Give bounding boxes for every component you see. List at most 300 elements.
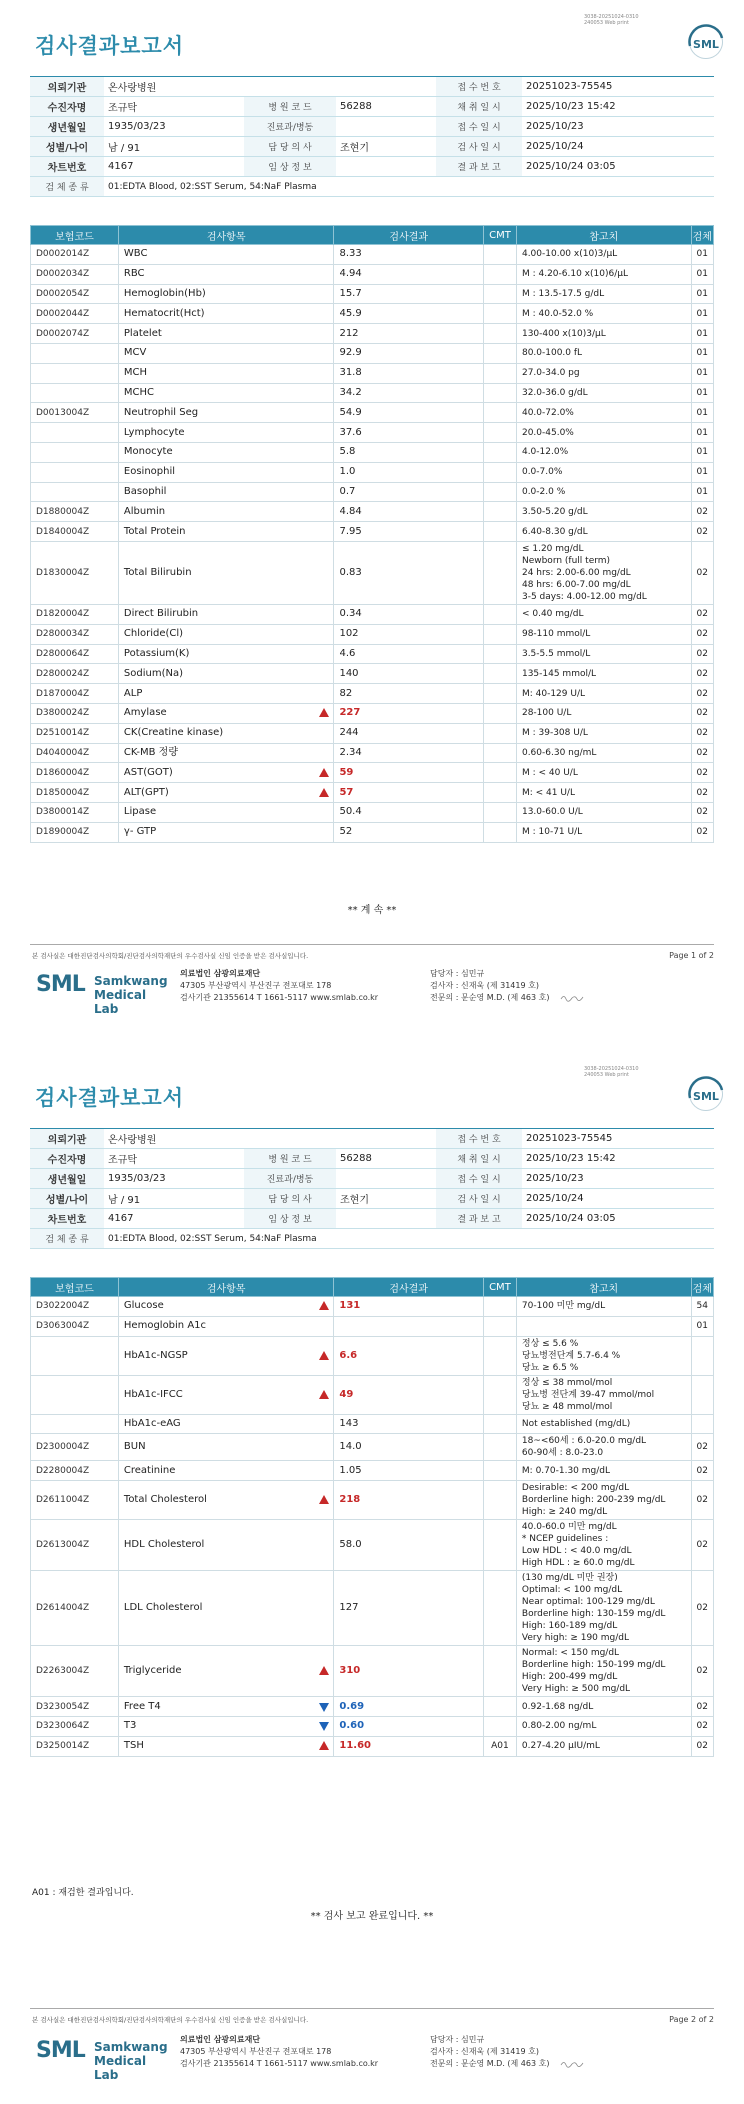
test-specimen: 02 xyxy=(691,1461,714,1481)
reference-line: 32.0-36.0 g/dL xyxy=(521,387,588,398)
result-value: 0.34 xyxy=(339,608,362,620)
test-reference xyxy=(516,664,691,684)
table-row xyxy=(31,343,714,363)
test-reference xyxy=(516,1461,691,1481)
test-name-text: HbA1c-NGSP xyxy=(123,1349,188,1361)
sex-age-value: 남 / 91 xyxy=(104,1189,244,1209)
test-name xyxy=(118,304,334,324)
exam-date-value: 2025/10/24 xyxy=(522,1189,714,1209)
test-result xyxy=(334,703,484,723)
reference-line: High HDL : ≥ 60.0 mg/dL xyxy=(521,1558,635,1569)
result-value: 218 xyxy=(339,1494,361,1506)
result-value: 0.60 xyxy=(339,1720,365,1732)
test-specimen xyxy=(691,1375,714,1414)
test-reference xyxy=(516,703,691,723)
low-flag-icon xyxy=(319,1722,329,1731)
reference-line: 0.60-6.30 ng/mL xyxy=(521,747,597,758)
test-code: D3230064Z xyxy=(31,1716,119,1736)
table-row xyxy=(31,245,714,265)
result-value: 31.8 xyxy=(339,367,362,379)
reference-line: 0.0-7.0% xyxy=(521,467,563,478)
test-reference xyxy=(516,383,691,403)
lab-address-block: 의료법인 삼광의료재단 47305 부산광역시 부산진구 전포대로 178 검사기관 21355614 T 1661-5117 www.smlab.co.kr xyxy=(180,969,379,1002)
report-complete-note: ** 검사 보고 완료입니다. ** xyxy=(310,1911,434,1922)
institution-label: 의뢰기관 xyxy=(30,77,104,97)
reference-line: 정상 ≤ 38 mmol/mol xyxy=(521,1377,613,1388)
result-value: 45.9 xyxy=(339,307,362,319)
test-result xyxy=(334,1434,484,1461)
continue-note: ** 계 속 ** xyxy=(347,905,397,916)
test-name xyxy=(118,703,334,723)
reference-line: 70-100 미만 mg/dL xyxy=(521,1301,606,1312)
doctor-value: 조현기 xyxy=(336,1189,436,1209)
test-specimen: 01 xyxy=(691,403,713,423)
result-value: 212 xyxy=(339,327,359,339)
test-name xyxy=(118,1414,333,1434)
report-date-label: 결 과 보 고 xyxy=(436,157,522,177)
test-code: D1820004Z xyxy=(31,604,119,624)
reference-line: M: < 41 U/L xyxy=(521,787,575,798)
report-date-label: 결 과 보 고 xyxy=(436,1209,522,1229)
test-result xyxy=(334,1461,484,1481)
test-reference xyxy=(516,1571,691,1646)
test-result xyxy=(334,1571,484,1646)
test-reference xyxy=(516,1297,691,1317)
table-row xyxy=(31,604,714,624)
reference-line: High: 160-189 mg/dL xyxy=(521,1621,618,1632)
result-value: 6.6 xyxy=(339,1349,358,1361)
reference-line: 40.0-72.0% xyxy=(521,407,574,418)
footer-logo: SML Samkwang Medical Lab xyxy=(36,2038,168,2082)
test-name xyxy=(118,783,334,803)
test-reference xyxy=(516,763,691,783)
test-code: D1830004Z xyxy=(31,541,119,604)
table-row xyxy=(31,624,714,644)
test-reference xyxy=(516,802,691,822)
test-name-text: Lymphocyte xyxy=(123,426,185,438)
dept-value xyxy=(336,117,436,137)
table-row xyxy=(31,502,714,522)
test-name-text: AST(GOT) xyxy=(123,766,173,778)
test-specimen: 02 xyxy=(691,822,713,842)
test-reference xyxy=(516,423,691,443)
table-row xyxy=(31,383,714,403)
receipt-date-value: 2025/10/23 xyxy=(522,1169,714,1189)
test-code: D2300004Z xyxy=(31,1434,119,1461)
test-code: D1870004Z xyxy=(31,684,119,704)
test-result xyxy=(334,324,484,344)
svg-text:SML: SML xyxy=(693,38,719,51)
test-reference xyxy=(516,1736,691,1756)
signature-icon xyxy=(560,2059,584,2068)
reference-line: 4.0-12.0% xyxy=(521,447,569,458)
test-reference xyxy=(516,1336,691,1375)
table-row xyxy=(31,743,714,763)
test-specimen: 01 xyxy=(691,383,713,403)
header-name: 검사항목 xyxy=(118,226,334,245)
table-row xyxy=(31,324,714,344)
result-value: 92.9 xyxy=(339,347,362,359)
page-title: 검사결과보고서 xyxy=(35,34,185,58)
test-cmt xyxy=(484,743,517,763)
hospital-code-value: 56288 xyxy=(336,97,436,117)
table-row xyxy=(31,1646,714,1697)
table-row xyxy=(31,1571,714,1646)
test-cmt xyxy=(483,1571,516,1646)
table-row xyxy=(31,1316,714,1336)
test-reference xyxy=(516,245,691,265)
test-cmt xyxy=(483,1336,516,1375)
report-date-value: 2025/10/24 03:05 xyxy=(522,157,714,177)
exam-date-value: 2025/10/24 xyxy=(522,137,714,157)
table-row xyxy=(31,1716,714,1736)
test-reference xyxy=(516,1375,691,1414)
test-name-text: MCHC xyxy=(123,386,155,398)
test-name-text: Hemoglobin(Hb) xyxy=(123,287,206,299)
reference-line: 13.0-60.0 U/L xyxy=(521,807,583,818)
result-value: 131 xyxy=(339,1300,361,1312)
result-value: 58.0 xyxy=(339,1539,362,1551)
reference-line: Very High: ≥ 500 mg/dL xyxy=(521,1684,631,1695)
test-name-text: Direct Bilirubin xyxy=(123,608,199,620)
reference-line: M : 40.0-52.0 % xyxy=(521,308,594,319)
test-code xyxy=(31,482,119,502)
test-cmt xyxy=(483,1316,516,1336)
comment-a01: A01 : 재검한 결과입니다. xyxy=(32,1888,134,1898)
reference-line: 80.0-100.0 fL xyxy=(521,348,583,359)
test-cmt xyxy=(483,1461,516,1481)
signature-block: 담당자 : 심민규 검사자 : 신재욱 (제 31419 호) 전문의 : 문순영 M.D. (제 463 호) xyxy=(430,2034,584,2070)
reference-line: High: ≥ 240 mg/dL xyxy=(521,1507,608,1518)
test-cmt xyxy=(484,304,517,324)
table-row xyxy=(31,1697,714,1717)
test-name xyxy=(118,423,334,443)
test-reference xyxy=(516,1316,691,1336)
test-cmt xyxy=(484,502,517,522)
test-reference xyxy=(516,783,691,803)
test-name xyxy=(118,245,334,265)
test-name-text: Albumin xyxy=(123,505,166,517)
test-specimen: 01 xyxy=(691,245,713,265)
test-cmt xyxy=(484,284,517,304)
test-cmt xyxy=(484,624,517,644)
specimen-value: 01:EDTA Blood, 02:SST Serum, 54:NaF Plasma xyxy=(104,177,714,197)
institution-value: 온사랑병원 xyxy=(104,77,436,97)
signature-icon xyxy=(560,993,584,1002)
test-name-text: Hematocrit(Hct) xyxy=(123,307,205,319)
test-result xyxy=(334,343,484,363)
test-code: D1880004Z xyxy=(31,502,119,522)
low-flag-icon xyxy=(319,1703,329,1712)
test-name xyxy=(118,363,334,383)
test-name-text: Triglyceride xyxy=(123,1665,182,1677)
result-value: 4.6 xyxy=(339,647,356,659)
test-result xyxy=(334,1716,484,1736)
test-cmt xyxy=(484,343,517,363)
result-value: 1.05 xyxy=(339,1464,362,1476)
test-cmt xyxy=(484,763,517,783)
test-specimen: 02 xyxy=(691,1481,714,1520)
test-name xyxy=(118,723,334,743)
test-name-text: Total Cholesterol xyxy=(123,1494,207,1506)
reference-line: Borderline high: 200-239 mg/dL xyxy=(521,1495,666,1506)
test-cmt xyxy=(484,664,517,684)
test-reference xyxy=(516,324,691,344)
test-code xyxy=(31,383,119,403)
reference-line: 130-400 x(10)3/μL xyxy=(521,328,606,339)
chart-value: 4167 xyxy=(104,157,244,177)
test-specimen: 01 xyxy=(691,462,713,482)
name-label: 수진자명 xyxy=(30,1149,104,1169)
print-stamp: 3038-20251024-0310 240053 Web print xyxy=(584,1066,639,1078)
test-name-text: BUN xyxy=(123,1441,146,1453)
test-name-text: ALP xyxy=(123,687,143,699)
table-row xyxy=(31,304,714,324)
reference-line: Not established (mg/dL) xyxy=(521,1418,631,1429)
reference-line: 당뇨병전단계 5.7-6.4 % xyxy=(521,1350,621,1361)
certification-note: 본 검사실은 대한진단검사의학회/진단검사의학재단의 우수검사실 신임 인증을 받은 검사실입니다. xyxy=(32,2016,309,2024)
test-cmt xyxy=(484,383,517,403)
test-name xyxy=(118,343,334,363)
result-value: 4.94 xyxy=(339,268,362,280)
test-code: D0002044Z xyxy=(31,304,119,324)
test-name-text: RBC xyxy=(123,268,145,280)
test-specimen: 02 xyxy=(691,604,713,624)
reference-line: 98-110 mmol/L xyxy=(521,629,591,640)
report-page-2 xyxy=(0,1052,744,2104)
test-specimen: 02 xyxy=(691,1736,714,1756)
reference-line: 당뇨 ≥ 48 mmol/mol xyxy=(521,1401,613,1412)
test-code: D1840004Z xyxy=(31,522,119,542)
test-name xyxy=(118,1571,333,1646)
print-stamp: 3038-20251024-0310 240053 Web print xyxy=(584,14,639,26)
test-name xyxy=(118,684,334,704)
receipt-no-label: 접 수 번 호 xyxy=(436,77,522,97)
test-cmt xyxy=(484,723,517,743)
table-row xyxy=(31,1736,714,1756)
test-name-text: Total Protein xyxy=(123,525,186,537)
test-cmt xyxy=(483,1481,516,1520)
test-cmt xyxy=(484,541,517,604)
test-name-text: γ- GTP xyxy=(123,826,157,838)
specimen-label: 검 체 종 류 xyxy=(30,177,104,197)
test-specimen: 54 xyxy=(691,1297,714,1317)
test-cmt xyxy=(484,703,517,723)
test-cmt xyxy=(484,245,517,265)
test-name xyxy=(118,541,334,604)
header-name: 검사항목 xyxy=(118,1278,333,1297)
receipt-date-label: 접 수 일 시 xyxy=(436,1169,522,1189)
test-cmt xyxy=(484,783,517,803)
test-specimen: 02 xyxy=(691,723,713,743)
table-row xyxy=(31,664,714,684)
table-row xyxy=(31,1297,714,1317)
reference-line: Very high: ≥ 190 mg/dL xyxy=(521,1633,629,1644)
table-row xyxy=(31,482,714,502)
test-specimen: 02 xyxy=(691,1697,714,1717)
test-name xyxy=(118,383,334,403)
result-value: 15.7 xyxy=(339,287,362,299)
page-title: 검사결과보고서 xyxy=(35,1086,185,1110)
test-result xyxy=(334,403,484,423)
test-code: D0002014Z xyxy=(31,245,119,265)
test-name xyxy=(118,264,334,284)
result-value: 102 xyxy=(339,628,359,640)
test-result xyxy=(334,822,484,842)
test-name-text: Total Bilirubin xyxy=(123,566,192,578)
hospital-code-value: 56288 xyxy=(336,1149,436,1169)
test-name xyxy=(118,644,334,664)
test-name-text: Potassium(K) xyxy=(123,647,190,659)
test-code: D2614004Z xyxy=(31,1571,119,1646)
table-row xyxy=(31,644,714,664)
reference-line: Borderline high: 130-159 mg/dL xyxy=(521,1609,666,1620)
test-result xyxy=(334,684,484,704)
table-row xyxy=(31,462,714,482)
high-flag-icon xyxy=(319,1741,329,1750)
test-name xyxy=(118,1434,333,1461)
test-name-text: CK(Creatine kinase) xyxy=(123,727,224,739)
table-row xyxy=(31,1414,714,1434)
test-specimen: 01 xyxy=(691,1316,714,1336)
test-reference xyxy=(516,442,691,462)
test-code: D3800014Z xyxy=(31,802,119,822)
test-reference xyxy=(516,1646,691,1697)
certification-note: 본 검사실은 대한진단검사의학회/진단검사의학재단의 우수검사실 신임 인증을 받은 검사실입니다. xyxy=(32,952,309,960)
test-code: D3063004Z xyxy=(31,1316,119,1336)
test-cmt xyxy=(483,1716,516,1736)
header-ref: 참고치 xyxy=(516,226,691,245)
table-row xyxy=(31,442,714,462)
test-cmt xyxy=(484,462,517,482)
reference-line: 3-5 days: 4.00-12.00 mg/dL xyxy=(521,591,647,602)
test-specimen: 02 xyxy=(691,703,713,723)
reference-line: 0.0-2.0 % xyxy=(521,486,566,497)
test-specimen: 01 xyxy=(691,264,713,284)
result-value: 52 xyxy=(339,826,353,838)
test-result xyxy=(334,442,484,462)
report-date-value: 2025/10/24 03:05 xyxy=(522,1209,714,1229)
test-name-text: T3 xyxy=(123,1720,137,1732)
reference-line: (130 mg/dL 미만 권장) xyxy=(521,1573,618,1584)
collect-date-label: 채 취 일 시 xyxy=(436,1149,522,1169)
table-row xyxy=(31,522,714,542)
test-name-text: WBC xyxy=(123,248,148,260)
lab-address-block: 의료법인 삼광의료재단 47305 부산광역시 부산진구 전포대로 178 검사기관 21355614 T 1661-5117 www.smlab.co.kr xyxy=(180,2035,379,2068)
test-result xyxy=(334,743,484,763)
test-name xyxy=(118,743,334,763)
test-result xyxy=(334,482,484,502)
test-specimen: 02 xyxy=(691,802,713,822)
test-cmt xyxy=(483,1697,516,1717)
test-specimen: 02 xyxy=(691,1571,714,1646)
specimen-value: 01:EDTA Blood, 02:SST Serum, 54:NaF Plasma xyxy=(104,1229,714,1249)
receipt-no-value: 20251023-75545 xyxy=(522,77,714,97)
test-code: D3250014Z xyxy=(31,1736,119,1756)
test-cmt xyxy=(483,1414,516,1434)
test-name xyxy=(118,802,334,822)
sex-age-label: 성별/나이 xyxy=(30,1189,104,1209)
test-result xyxy=(334,1520,484,1571)
test-reference xyxy=(516,522,691,542)
table-row xyxy=(31,783,714,803)
reference-line: Borderline high: 150-199 mg/dL xyxy=(521,1660,666,1671)
result-value: 49 xyxy=(339,1388,354,1400)
table-row xyxy=(31,703,714,723)
test-reference xyxy=(516,624,691,644)
sml-logo-icon xyxy=(686,24,726,60)
specimen-label: 검 체 종 류 xyxy=(30,1229,104,1249)
chart-label: 차트번호 xyxy=(30,157,104,177)
test-reference xyxy=(516,1434,691,1461)
high-flag-icon xyxy=(319,1495,329,1504)
collect-date-label: 채 취 일 시 xyxy=(436,97,522,117)
test-cmt xyxy=(484,264,517,284)
test-specimen: 02 xyxy=(691,783,713,803)
test-reference xyxy=(516,502,691,522)
test-name-text: HDL Cholesterol xyxy=(123,1539,205,1551)
test-code: D2263004Z xyxy=(31,1646,119,1697)
test-result xyxy=(334,624,484,644)
reference-line: Newborn (full term) xyxy=(521,555,611,566)
test-specimen xyxy=(691,1336,714,1375)
test-result xyxy=(334,1336,484,1375)
exam-date-label: 검 사 일 시 xyxy=(436,1189,522,1209)
table-row xyxy=(31,1461,714,1481)
header-result: 검사결과 xyxy=(334,1278,484,1297)
table-row xyxy=(31,1520,714,1571)
test-code: D1850004Z xyxy=(31,783,119,803)
test-result xyxy=(334,1697,484,1717)
test-code: D1890004Z xyxy=(31,822,119,842)
test-name-text: HbA1c-eAG xyxy=(123,1417,181,1429)
test-name xyxy=(118,1375,333,1414)
name-label: 수진자명 xyxy=(30,97,104,117)
test-name xyxy=(118,822,334,842)
test-specimen: 02 xyxy=(691,763,713,783)
exam-date-label: 검 사 일 시 xyxy=(436,137,522,157)
institution-label: 의뢰기관 xyxy=(30,1129,104,1149)
test-code: D0013004Z xyxy=(31,403,119,423)
footer-logo: SML Samkwang Medical Lab xyxy=(36,972,168,1016)
test-cmt xyxy=(483,1646,516,1697)
test-reference xyxy=(516,541,691,604)
test-code xyxy=(31,1414,119,1434)
reference-line: M : 13.5-17.5 g/dL xyxy=(521,288,605,299)
test-reference xyxy=(516,822,691,842)
sml-logo-icon xyxy=(686,1076,726,1112)
high-flag-icon xyxy=(319,1301,329,1310)
test-reference xyxy=(516,604,691,624)
result-value: 57 xyxy=(339,786,354,798)
table-row xyxy=(31,284,714,304)
header-cmt: CMT xyxy=(483,1278,516,1297)
table-row xyxy=(31,723,714,743)
birth-value: 1935/03/23 xyxy=(104,117,244,137)
reference-line: Normal: < 150 mg/dL xyxy=(521,1648,620,1659)
clinical-value xyxy=(336,157,436,177)
reference-line: 27.0-34.0 pg xyxy=(521,368,580,379)
result-value: 11.60 xyxy=(339,1740,371,1752)
test-result xyxy=(334,664,484,684)
reference-line: Optimal: < 100 mg/dL xyxy=(521,1585,623,1596)
test-reference xyxy=(516,1520,691,1571)
test-cmt: A01 xyxy=(483,1736,516,1756)
test-name xyxy=(118,664,334,684)
test-name xyxy=(118,442,334,462)
test-specimen: 02 xyxy=(691,644,713,664)
test-code: D2510014Z xyxy=(31,723,119,743)
